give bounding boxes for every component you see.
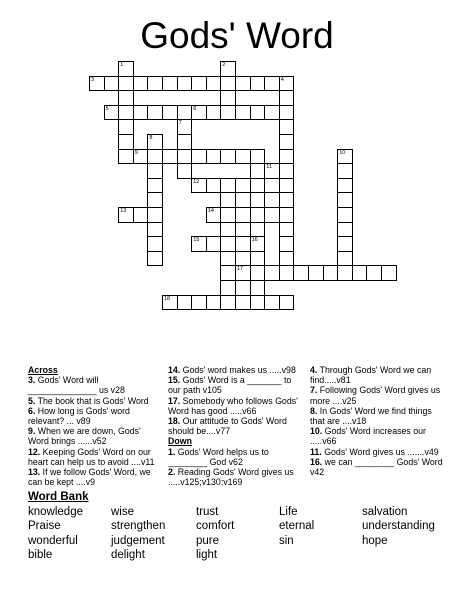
word-bank-word: trust [196, 506, 219, 518]
grid-cell[interactable] [308, 265, 324, 281]
grid-cell[interactable] [264, 105, 280, 121]
grid-cell[interactable] [147, 207, 163, 223]
grid-cell[interactable] [279, 90, 295, 106]
clue-item [28, 406, 160, 426]
grid-cell[interactable] [104, 76, 120, 92]
across-header: Across [28, 365, 58, 375]
word-bank-word: understanding [362, 520, 435, 533]
grid-cell[interactable] [235, 295, 251, 311]
clue-number: 14 [207, 208, 214, 214]
grid-cell[interactable] [250, 207, 266, 223]
grid-cell[interactable] [337, 149, 353, 165]
grid-cell[interactable] [147, 134, 163, 150]
grid-cell[interactable] [235, 105, 251, 121]
grid-cell[interactable] [220, 178, 236, 194]
clue-item [310, 447, 446, 457]
clue-text: The book that is Gods' Word [35, 395, 149, 406]
grid-cell[interactable] [250, 192, 266, 208]
grid-cell[interactable] [104, 105, 120, 121]
clue-number: 9. [28, 426, 36, 437]
grid-cell[interactable] [279, 295, 295, 311]
clue-text: Gods' Word is a _______ to our path v105 [168, 375, 292, 396]
grid-cell[interactable] [264, 178, 280, 194]
word-bank-word: salvation [362, 506, 408, 518]
grid-cell[interactable] [264, 76, 280, 92]
grid-cell[interactable] [250, 178, 266, 194]
clue-number: 7 [178, 120, 182, 127]
clue-item [28, 396, 160, 406]
grid-cell[interactable] [220, 149, 236, 165]
grid-cell[interactable] [264, 295, 280, 311]
clue-number: 10. [310, 426, 323, 437]
grid-cell[interactable] [279, 105, 295, 121]
clue-number: 17 [237, 266, 244, 273]
grid-cell[interactable] [279, 76, 295, 92]
grid-cell[interactable] [206, 105, 222, 121]
clue-number: 7. [310, 385, 318, 396]
grid-cell[interactable] [206, 207, 222, 223]
grid-cell[interactable] [337, 236, 353, 252]
grid-cell[interactable] [264, 207, 280, 223]
clue-item [28, 467, 160, 487]
grid-cell[interactable] [337, 265, 353, 281]
grid-cell[interactable] [293, 265, 309, 281]
grid-cell[interactable] [220, 222, 236, 238]
grid-cell[interactable] [118, 149, 134, 165]
clue-number: 11 [266, 164, 272, 171]
clue-number: 13. [28, 467, 41, 478]
grid-cell[interactable] [279, 251, 295, 267]
grid-cell[interactable] [118, 76, 134, 92]
grid-cell[interactable] [250, 280, 266, 296]
grid-cell[interactable] [147, 236, 163, 252]
clue-number: 17. [168, 395, 181, 406]
grid-cell[interactable] [235, 265, 251, 281]
clue-text: Gods' Word increases our .....v66 [310, 426, 426, 447]
grid-cell[interactable] [250, 251, 266, 267]
grid-cell[interactable] [133, 76, 149, 92]
grid-cell[interactable] [206, 295, 222, 311]
clue-item [310, 365, 446, 385]
clue-number: 8 [149, 135, 153, 141]
grid-cell[interactable] [337, 222, 353, 238]
grid-cell[interactable] [89, 76, 105, 92]
grid-cell[interactable] [162, 76, 178, 92]
clue-number: 13 [120, 208, 127, 214]
word-bank-word: wonderful [28, 534, 78, 547]
word-bank-word: pure [196, 534, 220, 547]
grid-cell[interactable] [235, 76, 251, 92]
grid-cell[interactable] [147, 163, 163, 179]
grid-cell[interactable] [206, 178, 222, 194]
clue-item [28, 375, 160, 395]
grid-cell[interactable] [250, 295, 266, 311]
grid-cell[interactable] [279, 207, 295, 223]
clues-column-3 [310, 365, 446, 477]
clue-number: 2. [168, 467, 176, 478]
grid-cell[interactable] [133, 105, 149, 121]
clues-column-2 [168, 365, 304, 487]
grid-cell[interactable] [250, 105, 266, 121]
grid-cell[interactable] [323, 265, 339, 281]
word-bank-word: eternal [279, 520, 315, 533]
clue-number: 15 [193, 237, 200, 244]
grid-cell[interactable] [279, 178, 295, 194]
clue-number: 12 [193, 178, 200, 185]
grid-cell[interactable] [279, 265, 295, 281]
grid-cell[interactable] [118, 90, 134, 106]
grid-cell[interactable] [206, 76, 222, 92]
clue-number: 16 [251, 237, 258, 244]
clue-text: Gods' Word helps us to ________ God v62 [168, 446, 269, 467]
grid-cell[interactable] [177, 76, 193, 92]
grid-cell[interactable] [162, 105, 178, 121]
grid-cell[interactable] [133, 149, 149, 165]
clue-number: 18 [164, 295, 171, 302]
grid-cell[interactable] [337, 207, 353, 223]
clue-text: When we are down, Gods' Word brings ......v52 [28, 426, 141, 447]
grid-cell[interactable] [279, 236, 295, 252]
clue-item [310, 426, 446, 446]
grid-cell[interactable] [337, 163, 353, 179]
clue-number: 6 [193, 105, 197, 112]
clue-item [168, 396, 304, 416]
clues-column-1 [28, 365, 160, 487]
grid-cell[interactable] [279, 149, 295, 165]
grid-cell[interactable] [264, 163, 280, 179]
grid-cell[interactable] [381, 265, 397, 281]
word-bank-word: bible [28, 548, 53, 561]
clue-item [28, 426, 160, 446]
clue-item [168, 416, 304, 436]
word-bank-word: Life [279, 506, 298, 518]
grid-cell[interactable] [220, 76, 236, 92]
grid-cell[interactable] [337, 178, 353, 194]
clue-number: 4 [280, 76, 284, 83]
word-bank-word: delight [111, 548, 145, 561]
clue-item [168, 467, 304, 487]
clue-item [310, 385, 446, 405]
grid-cell[interactable] [177, 134, 193, 150]
grid-cell[interactable] [220, 61, 236, 77]
down-header: Down [168, 436, 192, 447]
grid-cell[interactable] [191, 236, 207, 252]
clue-number: 6. [28, 405, 36, 416]
clue-number: 2 [222, 62, 226, 68]
clue-number: 5. [28, 395, 36, 406]
clue-text: Gods' Word will ______________ us v28 [28, 375, 125, 396]
grid-cell[interactable] [162, 295, 178, 311]
clue-text: Gods' word makes us .....v98 [180, 365, 296, 375]
clue-number: 11. [310, 446, 322, 457]
grid-cell[interactable] [352, 265, 368, 281]
grid-cell[interactable] [250, 163, 266, 179]
grid-cell[interactable] [147, 178, 163, 194]
clue-item [168, 447, 304, 467]
word-bank-word: hope [362, 534, 388, 547]
puzzle-title: Gods' Word [140, 15, 334, 56]
clue-item [310, 457, 446, 477]
grid-cell[interactable] [191, 149, 207, 165]
grid-cell[interactable] [279, 163, 295, 179]
grid-cell[interactable] [147, 76, 163, 92]
grid-cell[interactable] [220, 192, 236, 208]
clue-item [28, 447, 160, 467]
grid-cell[interactable] [118, 61, 134, 77]
grid-cell[interactable] [220, 236, 236, 252]
grid-cell[interactable] [220, 105, 236, 121]
grid-cell[interactable] [264, 265, 280, 281]
word-bank-word: wise [111, 506, 135, 518]
word-bank-title: Word Bank [28, 491, 89, 503]
clue-number: 18. [168, 416, 181, 427]
clue-text: Gods' Word gives us .......v49 [321, 446, 439, 457]
grid-cell[interactable] [220, 207, 236, 223]
clue-number: 3 [91, 76, 95, 83]
clue-number: 16. [310, 456, 323, 467]
grid-cell[interactable] [191, 295, 207, 311]
grid-cell[interactable] [220, 90, 236, 106]
grid-cell[interactable] [235, 207, 251, 223]
word-bank-word: light [196, 548, 218, 561]
word-bank-word: judgement [111, 534, 165, 547]
grid-cell[interactable] [177, 295, 193, 311]
clue-text: Following Gods' Word gives us more ....v25 [310, 385, 441, 406]
clue-number: 15. [168, 375, 181, 386]
grid-cell[interactable] [118, 207, 134, 223]
grid-cell[interactable] [264, 192, 280, 208]
clue-text: Keeping Gods' Word on our heart can help us to avoid ....v11 [28, 446, 155, 467]
grid-cell[interactable] [250, 222, 266, 238]
clue-text: How long is Gods' word relevant? ... v89 [28, 405, 130, 427]
grid-cell[interactable] [235, 236, 251, 252]
clue-text: Our attitude to Gods' Word should be....v77 [168, 416, 287, 437]
grid-cell[interactable] [162, 149, 178, 165]
grid-cell[interactable] [220, 251, 236, 267]
word-bank-word: sin [279, 534, 294, 547]
clue-item [310, 406, 446, 426]
grid-cell[interactable] [279, 134, 295, 150]
grid-cell[interactable] [177, 149, 193, 165]
clue-text: In Gods' Word we find things that are ....v18 [310, 405, 432, 427]
clue-number: 9 [134, 149, 138, 156]
grid-cell[interactable] [177, 163, 193, 179]
clue-number: 3. [28, 375, 36, 386]
grid-cell[interactable] [147, 251, 163, 267]
grid-cell[interactable] [133, 207, 149, 223]
clue-text: Through Gods' Word we can find.....v81 [310, 365, 432, 386]
clue-number: 4. [310, 365, 318, 375]
grid-cell[interactable] [177, 105, 193, 121]
clue-item [168, 375, 304, 395]
grid-cell[interactable] [118, 134, 134, 150]
clue-item [168, 365, 304, 375]
grid-cell[interactable] [147, 105, 163, 121]
grid-cell[interactable] [250, 149, 266, 165]
clue-number: 5 [105, 105, 109, 112]
grid-cell[interactable] [366, 265, 382, 281]
clue-number: 12. [28, 446, 41, 457]
grid-cell[interactable] [220, 295, 236, 311]
grid-cell[interactable] [177, 119, 193, 135]
grid-cell[interactable] [191, 105, 207, 121]
grid-cell[interactable] [279, 222, 295, 238]
word-bank-word: Praise [28, 520, 61, 533]
grid-cell[interactable] [147, 192, 163, 208]
grid-cell[interactable] [206, 149, 222, 165]
clue-number: 1 [120, 62, 124, 68]
grid-cell[interactable] [206, 236, 222, 252]
grid-cell[interactable] [250, 265, 266, 281]
grid-cell[interactable] [337, 192, 353, 208]
word-bank-word: knowledge [28, 506, 83, 518]
word-bank-word: strengthen [111, 520, 166, 533]
grid-cell[interactable] [147, 222, 163, 238]
clue-number: 1. [168, 446, 176, 457]
grid-cell[interactable] [250, 76, 266, 92]
grid-cell[interactable] [220, 265, 236, 281]
grid-cell[interactable] [118, 119, 134, 135]
grid-cell[interactable] [250, 236, 266, 252]
grid-cell[interactable] [279, 192, 295, 208]
grid-cell[interactable] [118, 105, 134, 121]
clue-text: we can ________ Gods' Word v42 [310, 456, 443, 478]
clue-number: 8. [310, 405, 318, 416]
word-bank-word: comfort [196, 520, 235, 533]
grid-cell[interactable] [337, 251, 353, 267]
grid-cell[interactable] [191, 76, 207, 92]
clue-text: Reading Gods' Word gives us .....v125;v130;v169 [168, 467, 294, 488]
grid-cell[interactable] [191, 178, 207, 194]
grid-cell[interactable] [235, 178, 251, 194]
clue-number: 10 [339, 149, 346, 156]
grid-cell[interactable] [147, 149, 163, 165]
clue-text: If we follow Gods' Word, we can be kept ....v9 [28, 467, 151, 488]
clue-text: Somebody who follows Gods' Word has good .....v66 [168, 395, 298, 416]
grid-cell[interactable] [235, 149, 251, 165]
clue-number: 14. [168, 365, 181, 375]
grid-cell[interactable] [220, 280, 236, 296]
grid-cell[interactable] [279, 119, 295, 135]
